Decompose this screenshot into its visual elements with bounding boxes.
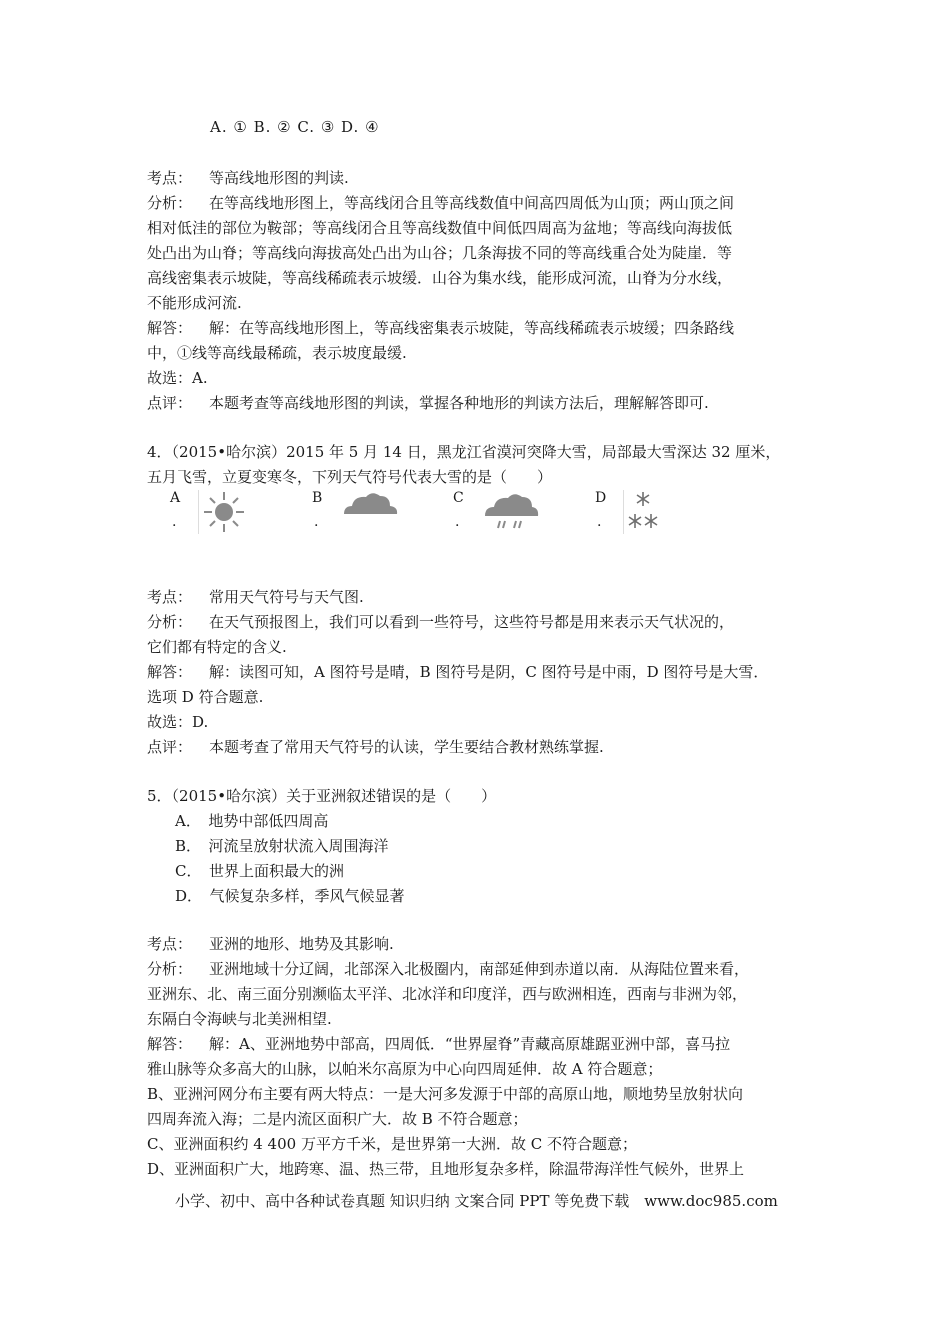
- q3-fenxi-line: 不能形成河流.: [147, 294, 242, 312]
- option-dot: .: [172, 514, 177, 530]
- q5-jieda-row: [147, 1033, 730, 1055]
- q4-fenxi-line: 它们都有特定的含义.: [147, 638, 287, 656]
- option-dot: .: [597, 514, 602, 530]
- option-dot: .: [455, 514, 460, 530]
- q3-guxuan: 故选：A.: [147, 369, 208, 387]
- q3-fenxi-line: 在等高线地形图上，等高线闭合且等高线数值中间高四周低为山顶；两山顶之间: [209, 194, 735, 212]
- jieda-label: 解答：: [147, 319, 193, 337]
- q5-choice-c[interactable]: C． 世界上面积最大的洲: [175, 862, 344, 880]
- q5-jieda-line: 解：A、亚洲地势中部高，四周低．“世界屋脊”青藏高原雄踞亚洲中部，喜马拉: [209, 1035, 731, 1053]
- q5-fenxi-row: [147, 958, 749, 980]
- q5-choice-d[interactable]: D． 气候复杂多样，季风气候显著: [175, 887, 405, 905]
- q4-option-b[interactable]: [312, 488, 432, 536]
- q4-stem-line: 五月飞雪，立夏变寒冬，下列天气符号代表大雪的是（ ）: [147, 468, 553, 486]
- q3-dianping-row: [147, 392, 709, 414]
- q4-option-a[interactable]: [170, 488, 290, 536]
- q5-jieda-line: 雅山脉等众多高大的山脉，以帕米尔高原为中心向四周延伸．故 A 符合题意；: [147, 1060, 663, 1078]
- q5-jieda-line: 四周奔流入海；二是内流区面积广大．故 B 不符合题意；: [147, 1110, 528, 1128]
- q4-kaodian-row: [147, 586, 364, 608]
- q5-kaodian: 亚洲的地形、地势及其影响.: [209, 935, 394, 953]
- q3-jieda-row: [147, 317, 734, 339]
- jieda-label: 解答：: [147, 663, 193, 681]
- option-letter: C: [453, 490, 464, 506]
- q3-kaodian: 等高线地形图的判读.: [209, 169, 349, 187]
- q3-dianping: 本题考查等高线地形图的判读，掌握各种地形的判读方法后，理解解答即可.: [209, 394, 709, 412]
- page-footer: 小学、初中、高中各种试卷真题 知识归纳 文案合同 PPT 等免费下载 www.doc985.com: [175, 1192, 778, 1210]
- kaodian-label: 考点：: [147, 588, 193, 606]
- q5-jieda-line: C、亚洲面积约 4 400 万平方千米，是世界第一大洲．故 C 不符合题意；: [147, 1135, 637, 1153]
- kaodian-label: 考点：: [147, 935, 193, 953]
- q3-jieda-line: 解：在等高线地形图上，等高线密集表示坡陡，等高线稀疏表示坡缓；四条路线: [209, 319, 735, 337]
- option-letter: A: [170, 490, 181, 506]
- dianping-label: 点评：: [147, 394, 193, 412]
- q4-option-d[interactable]: [595, 488, 715, 536]
- q4-jieda-line: 解：读图可知，A 图符号是晴，B 图符号是阴，C 图符号是中雨，D 图符号是大雪．: [209, 663, 769, 681]
- cloud-icon: [340, 488, 402, 536]
- fenxi-label: 分析：: [147, 960, 193, 978]
- q5-choice-b[interactable]: B． 河流呈放射状流入周围海洋: [175, 837, 389, 855]
- q3-options: A. ① B. ② C. ③ D. ④: [210, 118, 380, 136]
- q4-jieda-row: [147, 661, 768, 683]
- q4-fenxi-row: [147, 611, 734, 633]
- rain-icon: [481, 488, 543, 536]
- q3-jieda-line: 中，①线等高线最稀疏，表示坡度最缓.: [147, 344, 407, 362]
- q5-stem: 5．（2015•哈尔滨）关于亚洲叙述错误的是（ ）: [147, 787, 497, 805]
- q4-stem-line: 4．（2015•哈尔滨）2015 年 5 月 14 日，黑龙江省漠河突降大雪，局部最大雪深达 32 厘米，: [147, 443, 781, 461]
- q4-fenxi-line: 在天气预报图上，我们可以看到一些符号，这些符号都是用来表示天气状况的，: [209, 613, 735, 631]
- q5-jieda-line: B、亚洲河网分布主要有两大特点：一是大河多发源于中部的高原山地，顺地势呈放射状向: [147, 1085, 744, 1103]
- q3-fenxi-line: 高线密集表示坡陡，等高线稀疏表示坡缓．山谷为集水线，能形成河流，山脊为分水线，: [147, 269, 733, 287]
- q4-jieda-line: 选项 D 符合题意.: [147, 688, 264, 706]
- q5-fenxi-line: 亚洲地域十分辽阔，北部深入北极圈内，南部延伸到赤道以南．从海陆位置来看，: [209, 960, 750, 978]
- q5-fenxi-line: 亚洲东、北、南三面分别濒临太平洋、北冰洋和印度洋，西与欧洲相连，西南与非洲为邻，: [147, 985, 748, 1003]
- option-letter: B: [312, 490, 323, 506]
- q3-fenxi-line: 相对低洼的部位为鞍部；等高线闭合且等高线数值中间低四周高为盆地；等高线向海拔低: [147, 219, 733, 237]
- fenxi-label: 分析：: [147, 194, 193, 212]
- q5-fenxi-line: 东隔白令海峡与北美洲相望.: [147, 1010, 332, 1028]
- q4-kaodian: 常用天气符号与天气图.: [209, 588, 364, 606]
- q5-choice-a[interactable]: A． 地势中部低四周高: [175, 812, 329, 830]
- q4-dianping-row: [147, 736, 604, 758]
- q3-kaodian-row: [147, 167, 349, 189]
- q3-fenxi-row: [147, 192, 734, 214]
- kaodian-label: 考点：: [147, 169, 193, 187]
- q5-jieda-line: D、亚洲面积广大，地跨寒、温、热三带，且地形复杂多样，除温带海洋性气候外，世界上: [147, 1160, 745, 1178]
- sun-icon: [198, 488, 260, 536]
- q3-fenxi-line: 处凸出为山脊；等高线向海拔高处凸出为山谷；几条海拔不同的等高线重合处为陡崖．等: [147, 244, 733, 262]
- snow-icon: [623, 488, 685, 536]
- option-letter: D: [595, 490, 607, 506]
- q4-dianping: 本题考查了常用天气符号的认读，学生要结合教材熟练掌握.: [209, 738, 604, 756]
- fenxi-label: 分析：: [147, 613, 193, 631]
- q4-options: [170, 488, 690, 536]
- dianping-label: 点评：: [147, 738, 193, 756]
- option-dot: .: [314, 514, 319, 530]
- q5-kaodian-row: [147, 933, 394, 955]
- jieda-label: 解答：: [147, 1035, 193, 1053]
- q4-guxuan: 故选：D.: [147, 713, 209, 731]
- q4-option-c[interactable]: [453, 488, 573, 536]
